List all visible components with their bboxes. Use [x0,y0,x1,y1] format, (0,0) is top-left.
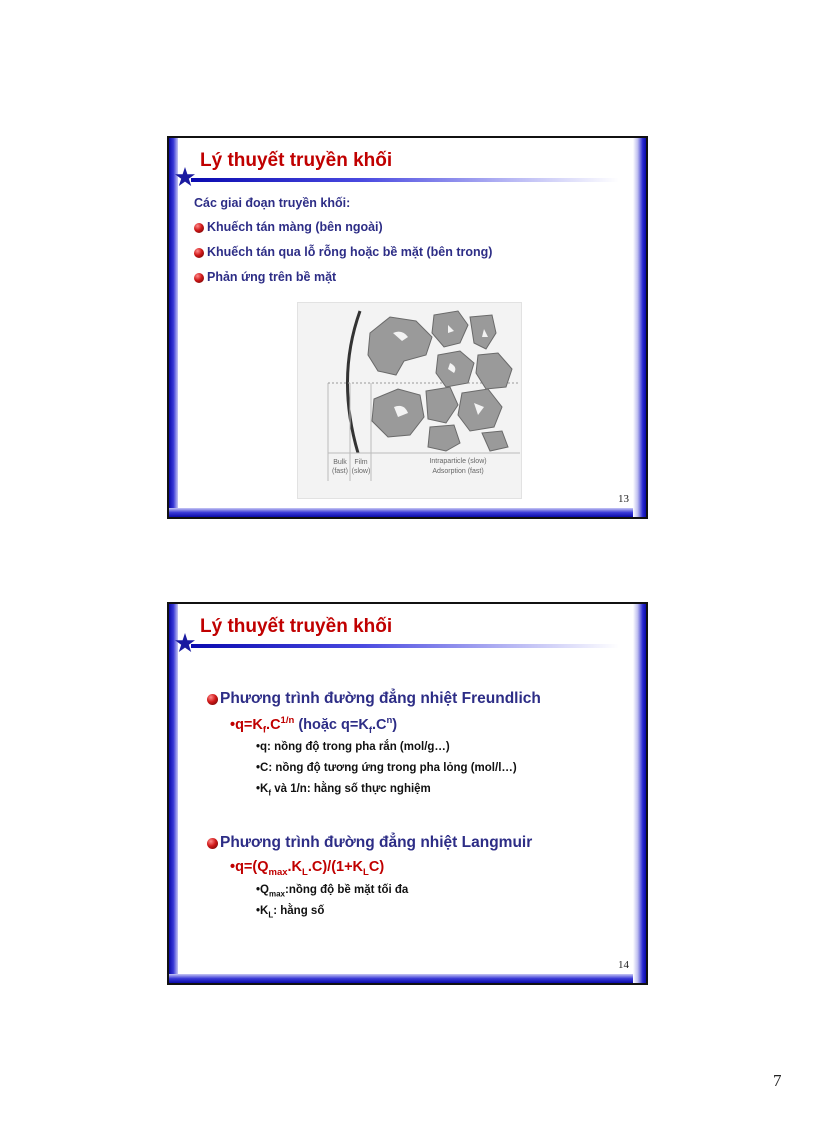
bullet-ball-icon [207,694,218,705]
bullet-ball-icon [194,273,204,283]
slide-number: 14 [618,959,629,971]
freundlich-heading: Phương trình đường đẳng nhiệt Freundlich [207,690,541,708]
title-underline [191,644,619,648]
slide-title: Lý thuyết truyền khối [200,616,393,637]
intraparticle-label: Intraparticle (slow) [429,458,487,465]
langmuir-item-qmax: $•Q_{max}:nồng$ độ bề mặt tối đa [256,884,409,899]
slide-frame-right [633,138,646,517]
slide-frame-left [169,138,178,517]
bulk-label: Bulk (fast) [332,459,348,475]
slide-frame-bottom [169,974,646,983]
slide-frame-bottom [169,508,646,517]
list-item: Khuếch tán màng (bên ngoài) [194,220,492,245]
mass-transfer-diagram [297,302,522,499]
adsorption-label: Adsorption (fast) [432,468,484,475]
bullet-ball-icon [194,223,204,233]
slide-frame-right [633,604,646,983]
star-icon [174,166,196,188]
stage-list [194,220,492,295]
document-page-number: 7 [773,1071,782,1090]
langmuir-equation: $•q=(Q_{max}.K_L.C)/(1+K_LC)$ [230,859,385,878]
intro-text: Các giai đoạn truyền khối: [194,196,351,210]
slide-number: 13 [618,493,629,505]
langmuir-item-kl: $•K_L$: hằng số [256,905,325,920]
bullet-ball-icon [207,838,218,849]
star-icon [174,632,196,654]
freundlich-item-constants: $•K_f$ và 1/n: hằng số thực nghiệm [256,783,431,798]
freundlich-item-q: •q: nồng độ trong pha rắn (mol/g…) [256,741,450,753]
list-item: Phản ứng trên bề mặt [194,270,492,295]
freundlich-item-c: •C: nồng độ tương ứng trong pha lỏng (mol/l…) [256,762,517,774]
slide-13 [167,136,648,519]
slide-title: Lý thuyết truyền khối [200,150,393,171]
freundlich-equation: $•q=K_f.C^{1/n}$ (hoặc $q=K_f.C^n$) [230,715,398,736]
slide-14 [167,602,648,985]
film-label: Film (slow) [351,459,371,475]
list-item: Khuếch tán qua lỗ rỗng hoặc bề mặt (bên trong) [194,245,492,270]
bullet-ball-icon [194,248,204,258]
langmuir-heading: Phương trình đường đẳng nhiệt Langmuir [207,834,532,852]
title-underline [191,178,619,182]
slide-frame-left [169,604,178,983]
